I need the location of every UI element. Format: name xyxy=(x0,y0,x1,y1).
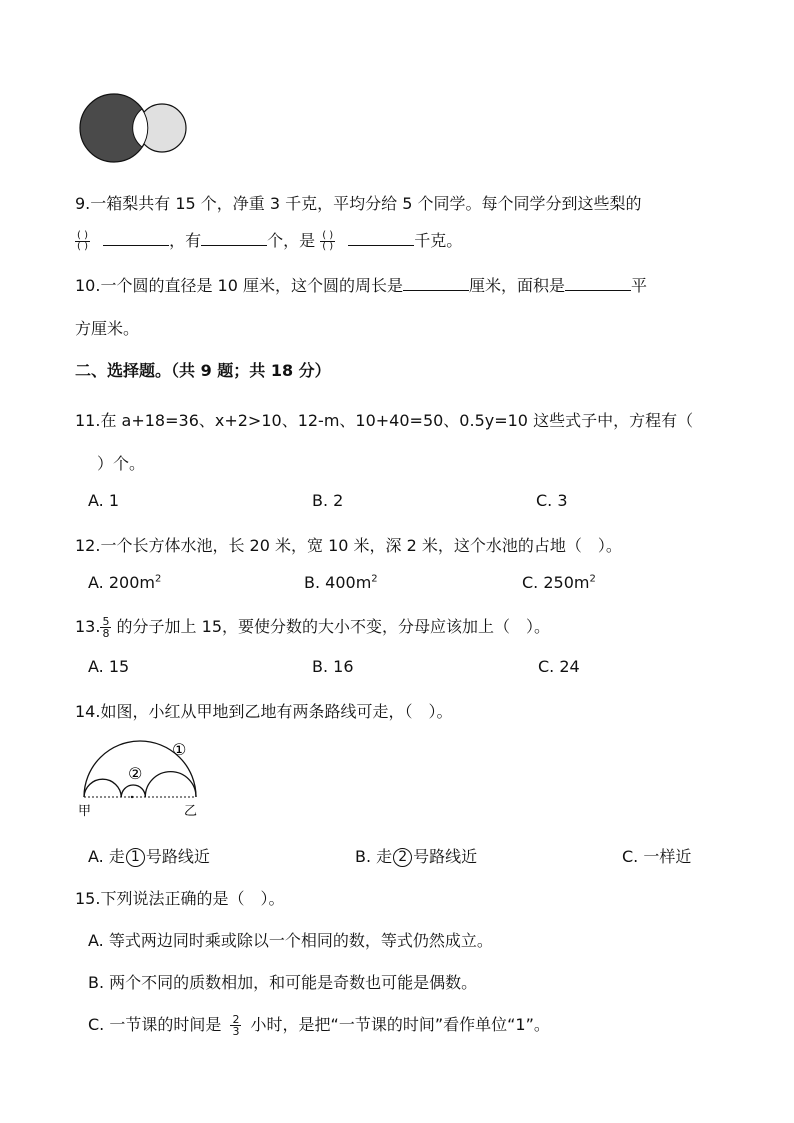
q9-blank-3[interactable] xyxy=(348,231,414,246)
q13-text: 13. $\frac{5}{8}$ 的分子加上 15，要使分数的大小不变，分母应该加上（ ）。 xyxy=(75,615,550,640)
route-2-label: ② xyxy=(128,764,143,783)
q9-line2 xyxy=(75,228,462,252)
q10-line2: 方厘米。 xyxy=(75,319,140,338)
end-label-yi: 乙 xyxy=(184,804,198,819)
route-2-arc-3 xyxy=(145,772,196,797)
q15-option-b[interactable]: B. 两个不同的质数相加，和可能是奇数也可能是偶数。 xyxy=(88,973,478,992)
q13-option-a[interactable]: A. 15 xyxy=(88,657,130,676)
q9-text-kg: 千克。 xyxy=(414,231,463,250)
q9-blank-2[interactable] xyxy=(201,231,267,246)
q9-text-have: ，有 xyxy=(169,231,202,250)
q14-option-a[interactable]: A. 走 1 号路线近 xyxy=(88,847,210,866)
q9-blank-1[interactable] xyxy=(103,231,169,246)
q10-blank-circumference[interactable] xyxy=(403,276,469,291)
route-diagram xyxy=(74,735,214,820)
q15-option-a[interactable]: A. 等式两边同时乘或除以一个相同的数，等式仍然成立。 xyxy=(88,931,493,950)
route-2-arc-2 xyxy=(121,785,145,797)
q10-line1: 10.一个圆的直径是 10 厘米，这个圆的周长是 厘米，面积是 平 xyxy=(75,276,648,295)
q11-line1: 11.在 a+18=36、x+2>10、12-m、10+40=50、0.5y=10 这些式子中，方程有（ xyxy=(75,411,694,430)
q13-option-b[interactable]: B. 16 xyxy=(312,657,354,676)
section-2-heading: 二、选择题。（共 9 题；共 18 分） xyxy=(75,361,331,380)
q11-line2: ）个。 xyxy=(97,454,146,473)
route-2-circle-number: 2 xyxy=(393,848,412,867)
q13-fraction: $\frac{5}{8}$ xyxy=(102,615,110,640)
q11-option-c[interactable]: C. 3 xyxy=(536,491,568,510)
q11-option-a[interactable]: A. 1 xyxy=(88,491,120,510)
q10-blank-area[interactable] xyxy=(565,276,631,291)
route-1-label: ① xyxy=(172,740,187,759)
q15-option-c[interactable]: C. 一节课的时间是 $\frac{2}{3}$ 小时，是把“一节课的时间”看作单位“1”。 xyxy=(88,1013,550,1038)
q9-text-ge: 个，是 xyxy=(267,231,316,250)
start-label-jia: 甲 xyxy=(78,804,92,819)
q12-option-a[interactable]: A. $200m^2$ xyxy=(88,573,162,592)
q12-option-c[interactable]: C. $250m^2$ xyxy=(522,573,596,592)
q15-text: 15.下列说法正确的是（ ）。 xyxy=(75,889,285,908)
q9-fraction-1: $\frac{( )}{( )}$ xyxy=(77,230,88,252)
q15-fraction: $\frac{2}{3}$ xyxy=(232,1013,240,1038)
route-2-arc-1 xyxy=(84,779,121,797)
route-1-circle-number: 1 xyxy=(126,848,145,867)
q14-option-b[interactable]: B. 走 2 号路线近 xyxy=(355,847,478,866)
q9-fraction-2: $\frac{( )}{( )}$ xyxy=(322,230,334,252)
overlapping-circles-figure xyxy=(78,90,190,168)
q14-text: 14.如图，小红从甲地到乙地有两条路线可走，（ ）。 xyxy=(75,702,453,721)
q12-text: 12.一个长方体水池，长 20 米，宽 10 米，深 2 米，这个水池的占地（ ）。 xyxy=(75,536,622,555)
q12-option-b[interactable]: B. $400m^2$ xyxy=(304,573,378,592)
q13-option-c[interactable]: C. 24 xyxy=(538,657,580,676)
q11-option-b[interactable]: B. 2 xyxy=(312,491,344,510)
q9-line1: 9.一箱梨共有 15 个，净重 3 千克，平均分给 5 个同学。每个同学分到这些梨的 xyxy=(75,194,642,213)
center-dot xyxy=(131,796,133,798)
q14-option-c[interactable]: C. 一样近 xyxy=(622,847,692,866)
